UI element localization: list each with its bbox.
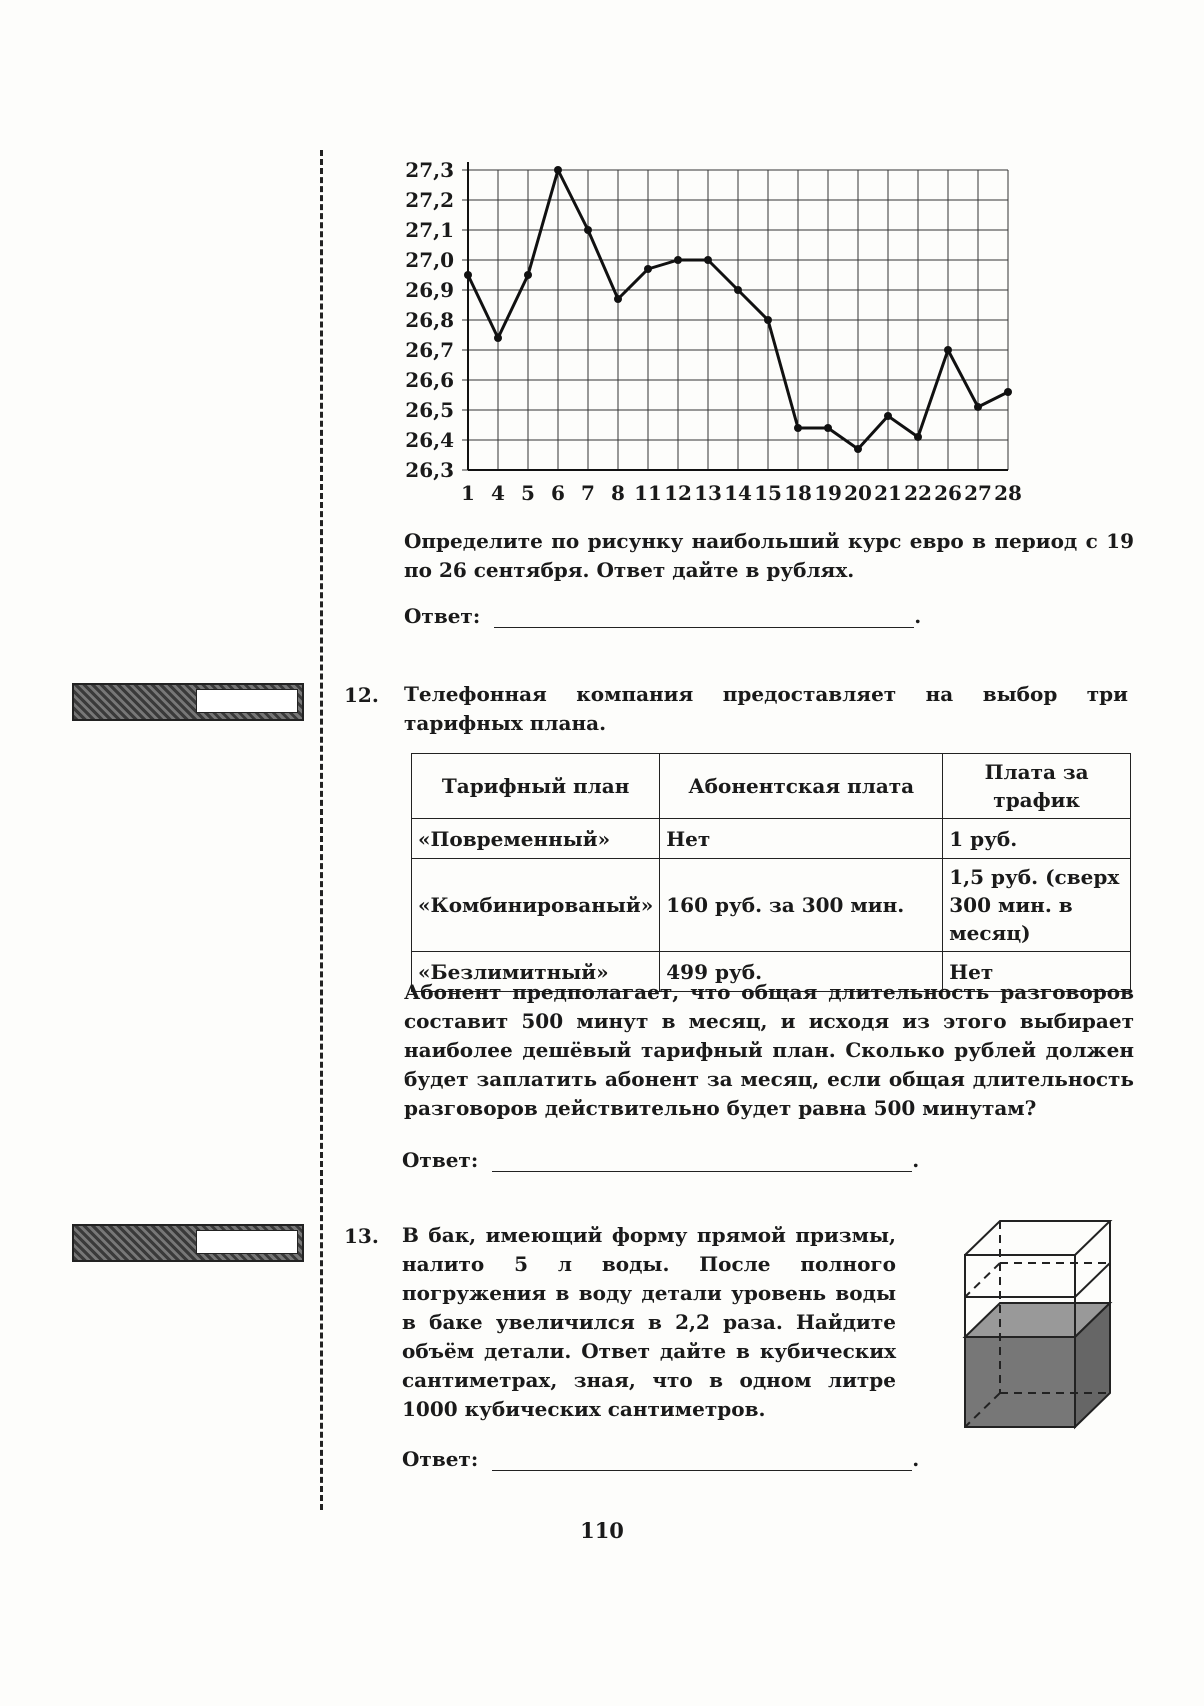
data-point xyxy=(554,166,562,174)
task12-number: 12. xyxy=(344,683,379,707)
page-number: 110 xyxy=(580,1518,624,1543)
y-tick-label: 26,8 xyxy=(405,308,454,332)
x-tick-label: 13 xyxy=(694,481,722,505)
y-tick-label: 26,5 xyxy=(405,398,454,422)
data-point xyxy=(974,403,982,411)
table-cell: 160 руб. за 300 мин. xyxy=(660,859,943,952)
cut-line xyxy=(320,150,323,1510)
data-point xyxy=(854,445,862,453)
answer-dot: . xyxy=(912,1447,920,1471)
data-point xyxy=(494,334,502,342)
data-point xyxy=(644,265,652,273)
x-tick-label: 15 xyxy=(754,481,782,505)
answer-dot: . xyxy=(912,1148,920,1172)
y-tick-label: 26,7 xyxy=(405,338,454,362)
data-point xyxy=(614,295,622,303)
euro-rate-chart xyxy=(380,150,1040,510)
data-point xyxy=(674,256,682,264)
table-cell: «Комбинированый» xyxy=(412,859,660,952)
y-tick-label: 26,9 xyxy=(405,278,454,302)
data-point xyxy=(524,271,532,279)
data-point xyxy=(794,424,802,432)
task11-answer-field[interactable] xyxy=(494,605,914,628)
data-point xyxy=(764,316,772,324)
data-point xyxy=(584,226,592,234)
header-cell: Плата за трафик xyxy=(943,754,1131,819)
task13-answer-label: Ответ: xyxy=(402,1447,479,1471)
data-point xyxy=(944,346,952,354)
task11-answer-row xyxy=(404,604,921,628)
table-cell: 1,5 руб. (сверх 300 мин. в месяц) xyxy=(943,859,1131,952)
prism-tank-figure xyxy=(955,1205,1135,1435)
table-cell: 499 руб. xyxy=(660,952,943,992)
task11-answer-label: Ответ: xyxy=(404,604,481,628)
table-row xyxy=(412,819,1131,859)
table-cell: «Безлимитный» xyxy=(412,952,660,992)
x-tick-label: 8 xyxy=(611,481,625,505)
table-row xyxy=(412,859,1131,952)
x-tick-label: 19 xyxy=(814,481,842,505)
table-cell: Нет xyxy=(943,952,1131,992)
data-point xyxy=(884,412,892,420)
data-point xyxy=(824,424,832,432)
task13-answer-row xyxy=(402,1447,919,1471)
y-tick-label: 26,3 xyxy=(405,458,454,482)
tank-top-edges xyxy=(965,1221,1110,1255)
x-tick-label: 26 xyxy=(934,481,962,505)
y-tick-label: 27,3 xyxy=(405,158,454,182)
task12-intro: Телефонная компания предоставляет на выбор три тарифных плана. xyxy=(404,682,1128,735)
task12-question: Абонент предполагает, что общая длительность разговоров составит 500 минут в месяц, и исходя из этого выбирает наиболее дешёвый тарифный план. Сколько рублей должен будет заплатить абонент за месяц, если общая длительность разговоров действительно будет равна 500 минутам? xyxy=(404,980,1134,1120)
data-point xyxy=(1004,388,1012,396)
x-tick-label: 6 xyxy=(551,481,565,505)
table-cell: «Повременный» xyxy=(412,819,660,859)
task13-answer-field[interactable] xyxy=(492,1448,912,1471)
data-point xyxy=(464,271,472,279)
tariff-table xyxy=(411,753,1131,992)
x-tick-label: 4 xyxy=(491,481,505,505)
y-tick-label: 27,0 xyxy=(405,248,454,272)
task13-answer-badge xyxy=(72,1224,304,1262)
data-point xyxy=(704,256,712,264)
task13-question: В бак, имеющий форму прямой призмы, налито 5 л воды. После полного погружения в воду детали уровень воды в баке увеличился в 2,2 раза. Найдите объём детали. Ответ дайте в кубических сантиметрах, зная, что в одном литре 1000 кубических сантиметров. xyxy=(402,1223,896,1421)
x-tick-label: 27 xyxy=(964,481,992,505)
level-line xyxy=(965,1263,1110,1297)
x-tick-label: 1 xyxy=(461,481,475,505)
x-tick-label: 28 xyxy=(994,481,1022,505)
badge-box xyxy=(196,689,298,713)
x-tick-label: 18 xyxy=(784,481,812,505)
x-tick-label: 20 xyxy=(844,481,872,505)
y-tick-label: 26,4 xyxy=(405,428,454,452)
water-front xyxy=(965,1337,1075,1427)
y-tick-label: 26,6 xyxy=(405,368,454,392)
y-tick-label: 27,2 xyxy=(405,188,454,212)
data-point xyxy=(914,433,922,441)
header-cell: Абонентская плата xyxy=(660,754,943,819)
x-tick-label: 14 xyxy=(724,481,752,505)
task12-answer-label: Ответ: xyxy=(402,1148,479,1172)
badge-box xyxy=(196,1230,298,1254)
x-tick-label: 12 xyxy=(664,481,692,505)
task13-number: 13. xyxy=(344,1224,379,1248)
x-tick-label: 22 xyxy=(904,481,932,505)
answer-dot: . xyxy=(914,604,922,628)
task12-answer-field[interactable] xyxy=(492,1149,912,1172)
y-tick-label: 27,1 xyxy=(405,218,454,242)
x-tick-label: 5 xyxy=(521,481,535,505)
hidden-edge xyxy=(965,1263,1000,1297)
table-cell: 1 руб. xyxy=(943,819,1131,859)
task12-answer-row xyxy=(402,1148,919,1172)
table-header-row xyxy=(412,754,1131,819)
task11-question: Определите по рисунку наибольший курс евро в период с 19 по 26 сентября. Ответ дайте в рублях. xyxy=(404,529,1134,582)
data-point xyxy=(734,286,742,294)
task12-answer-badge xyxy=(72,683,304,721)
x-tick-label: 7 xyxy=(581,481,595,505)
header-cell: Тарифный план xyxy=(412,754,660,819)
x-tick-label: 11 xyxy=(634,481,662,505)
table-cell: Нет xyxy=(660,819,943,859)
x-tick-label: 21 xyxy=(874,481,902,505)
